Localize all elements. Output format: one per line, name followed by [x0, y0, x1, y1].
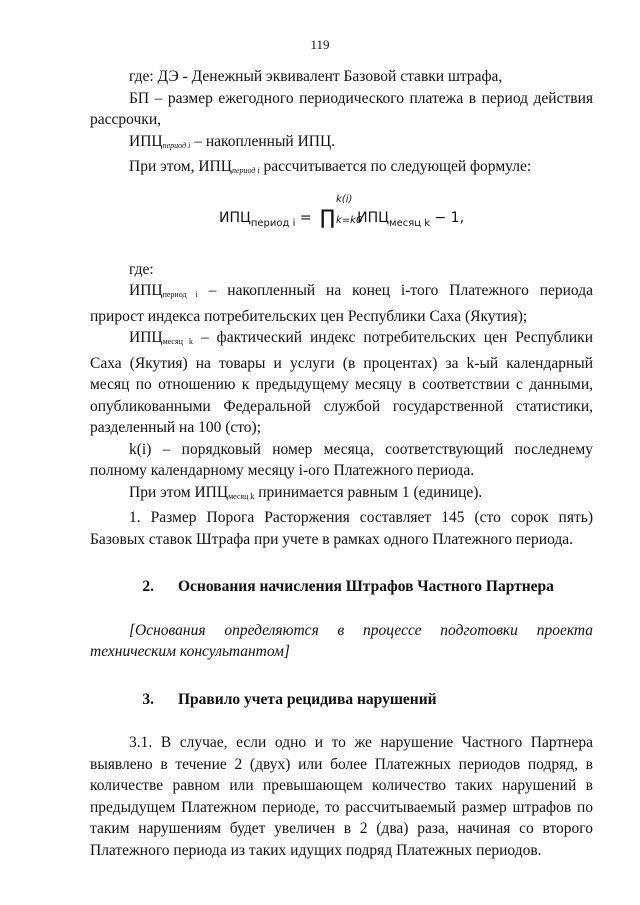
section-2-number: 2.	[142, 578, 154, 595]
ipc-equal-lead: При этом ИПЦ	[129, 483, 229, 501]
product-operator	[320, 193, 363, 232]
section-3-title: Правило учета рецидива нарушений	[178, 690, 437, 708]
formula-intro-tail: рассчитывается по следующей формуле:	[259, 158, 532, 175]
ipc-label: ИПЦ	[129, 132, 163, 150]
ipc-equal-subscript: месяц k	[228, 491, 255, 501]
formula-intro-subscript: период i	[231, 166, 260, 175]
where-de-definition: где: ДЭ - Денежный эквивалент Базовой ставки штрафа,	[129, 68, 503, 85]
section-3-heading	[90, 689, 593, 711]
section-2-title: Основания начисления Штрафов Частного Партнера	[178, 578, 554, 595]
bp-definition: БП – размер ежегодного периодического платежа в период действия рассрочки,	[90, 89, 593, 128]
section-2-heading	[90, 576, 593, 598]
ipc-equal-one	[90, 482, 593, 508]
ipc-month-text: – фактический индекс потребительских цен Республики Саха (Якутия) на товары и услуги (в процентах) за k-ый календарный месяц по отношению к предыдущему месяцу в соответствии с данными, опубликованными Федеральной службой государственной статистики, разделенный на 100 (сто);	[90, 329, 593, 436]
product-symbol: ∏	[320, 204, 336, 229]
section-3-number: 3.	[142, 690, 154, 708]
product-lower-limit: k=k0	[336, 214, 363, 226]
clause-3-1: 3.1. В случае, если одно и то же нарушение Частного Партнера выявлено в течение 2 (двух) или более Платежных периодов подряд, в количестве равном или превышающем количество таких нарушений в предыдущем Платежном периоде, то рассчитываемый размер штрафов по таким нарушениям будет увеличен в 2 (два) раза, начиная со второго Платежного периода из таких идущих подряд Платежных периодов.	[90, 734, 593, 859]
ipc-equal-tail: принимается равным 1 (единице).	[254, 483, 483, 501]
product-upper-limit: k(i)	[336, 193, 353, 205]
page-content	[90, 66, 593, 861]
formula-lhs-subscript: период i	[250, 217, 296, 229]
ki-definition: k(i) – порядковый номер месяца, соответствующий последнему полному календарному месяцу i-ого Платежного периода.	[90, 440, 593, 479]
ipc-accumulated-definition	[90, 131, 593, 157]
ipc-subscript: период i	[162, 140, 191, 150]
ipc-month-label: ИПЦ	[129, 329, 163, 346]
formula-term: ИПЦ	[357, 209, 390, 226]
formula-tail: − 1,	[430, 209, 465, 226]
where-label: где:	[129, 260, 154, 278]
ipc-formula	[90, 193, 593, 239]
formula-equals: =	[295, 209, 317, 226]
formula-lhs: ИПЦ	[218, 209, 251, 226]
ipc-month-subscript: месяц k	[162, 337, 193, 346]
formula-term-subscript: месяц k	[389, 217, 431, 229]
section-2-note: [Основания определяются в процессе подготовки проекта техническим консультантом]	[90, 621, 593, 660]
page-number: 119	[310, 37, 330, 52]
termination-threshold-item: 1. Размер Порога Расторжения составляет 145 (сто сорок пять) Базовых ставок Штрафа при учете в рамках одного Платежного периода.	[90, 509, 593, 548]
ipc-month-definition	[90, 327, 593, 439]
ipc-period-text: – накопленный на конец i-того Платежного периода прирост индекса потребительских цен Республики Саха (Якутия);	[90, 282, 593, 325]
ipc-period-label: ИПЦ	[129, 282, 163, 299]
formula-intro-lead: При этом, ИПЦ	[129, 158, 232, 175]
ipc-period-subscript: период i	[162, 290, 198, 299]
ipc-accumulated-text: – накопленный ИПЦ.	[190, 132, 336, 150]
ipc-period-definition	[90, 280, 593, 327]
formula-intro	[90, 156, 593, 182]
